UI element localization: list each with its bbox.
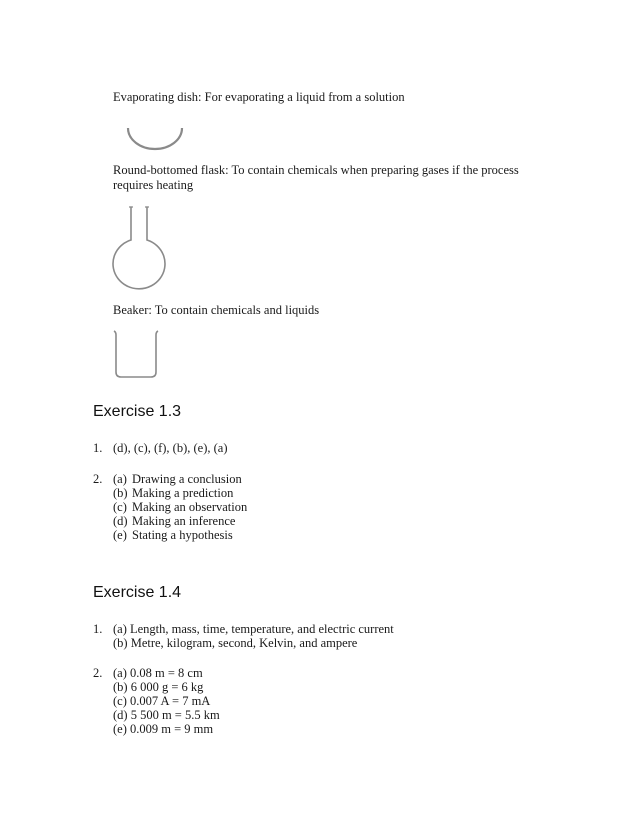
ex13-q1-number: 1. bbox=[93, 441, 103, 455]
ex14-q2-item-c: (c) 0.007 A = 7 mA bbox=[113, 694, 211, 708]
exercise-1-4-title: Exercise 1.4 bbox=[93, 584, 182, 601]
ex14-q1-line-a: (a) Length, mass, time, temperature, and electric current bbox=[113, 622, 394, 636]
ex13-q2-text-e: Stating a hypothesis bbox=[132, 528, 233, 542]
ex13-q2-number: 2. bbox=[93, 472, 103, 486]
ex13-q2-letter-b: (b) bbox=[113, 486, 128, 500]
ex14-q2-number: 2. bbox=[93, 666, 103, 680]
ex13-q2-letter-a: (a) bbox=[113, 472, 127, 486]
ex13-q2-text-a: Drawing a conclusion bbox=[132, 472, 242, 486]
round-bottom-flask-icon bbox=[110, 205, 168, 287]
ex13-q2-letter-c: (c) bbox=[113, 500, 127, 514]
evaporating-dish-icon bbox=[126, 126, 184, 150]
evaporating-dish-label: Evaporating dish: For evaporating a liquid from a solution bbox=[113, 90, 405, 104]
ex13-q2-text-d: Making an inference bbox=[132, 514, 236, 528]
round-bottom-flask-label-line1: Round-bottomed flask: To contain chemicals when preparing gases if the process bbox=[113, 163, 519, 177]
exercise-1-3-title: Exercise 1.3 bbox=[93, 403, 182, 420]
ex14-q1-line-b: (b) Metre, kilogram, second, Kelvin, and ampere bbox=[113, 636, 358, 650]
ex14-q2-item-b: (b) 6 000 g = 6 kg bbox=[113, 680, 204, 694]
beaker-label: Beaker: To contain chemicals and liquids bbox=[113, 303, 320, 317]
ex14-q1-number: 1. bbox=[93, 622, 103, 636]
beaker-icon bbox=[112, 330, 160, 380]
ex13-q2-letter-e: (e) bbox=[113, 528, 127, 542]
ex13-q1-answer: (d), (c), (f), (b), (e), (a) bbox=[113, 441, 228, 455]
ex13-q2-text-b: Making a prediction bbox=[132, 486, 234, 500]
ex13-q2-letter-d: (d) bbox=[113, 514, 128, 528]
round-bottom-flask-label-line2: requires heating bbox=[113, 178, 194, 192]
ex14-q2-item-a: (a) 0.08 m = 8 cm bbox=[113, 666, 203, 680]
ex13-q2-text-c: Making an observation bbox=[132, 500, 248, 514]
ex14-q2-item-e: (e) 0.009 m = 9 mm bbox=[113, 722, 214, 736]
ex14-q2-item-d: (d) 5 500 m = 5.5 km bbox=[113, 708, 220, 722]
